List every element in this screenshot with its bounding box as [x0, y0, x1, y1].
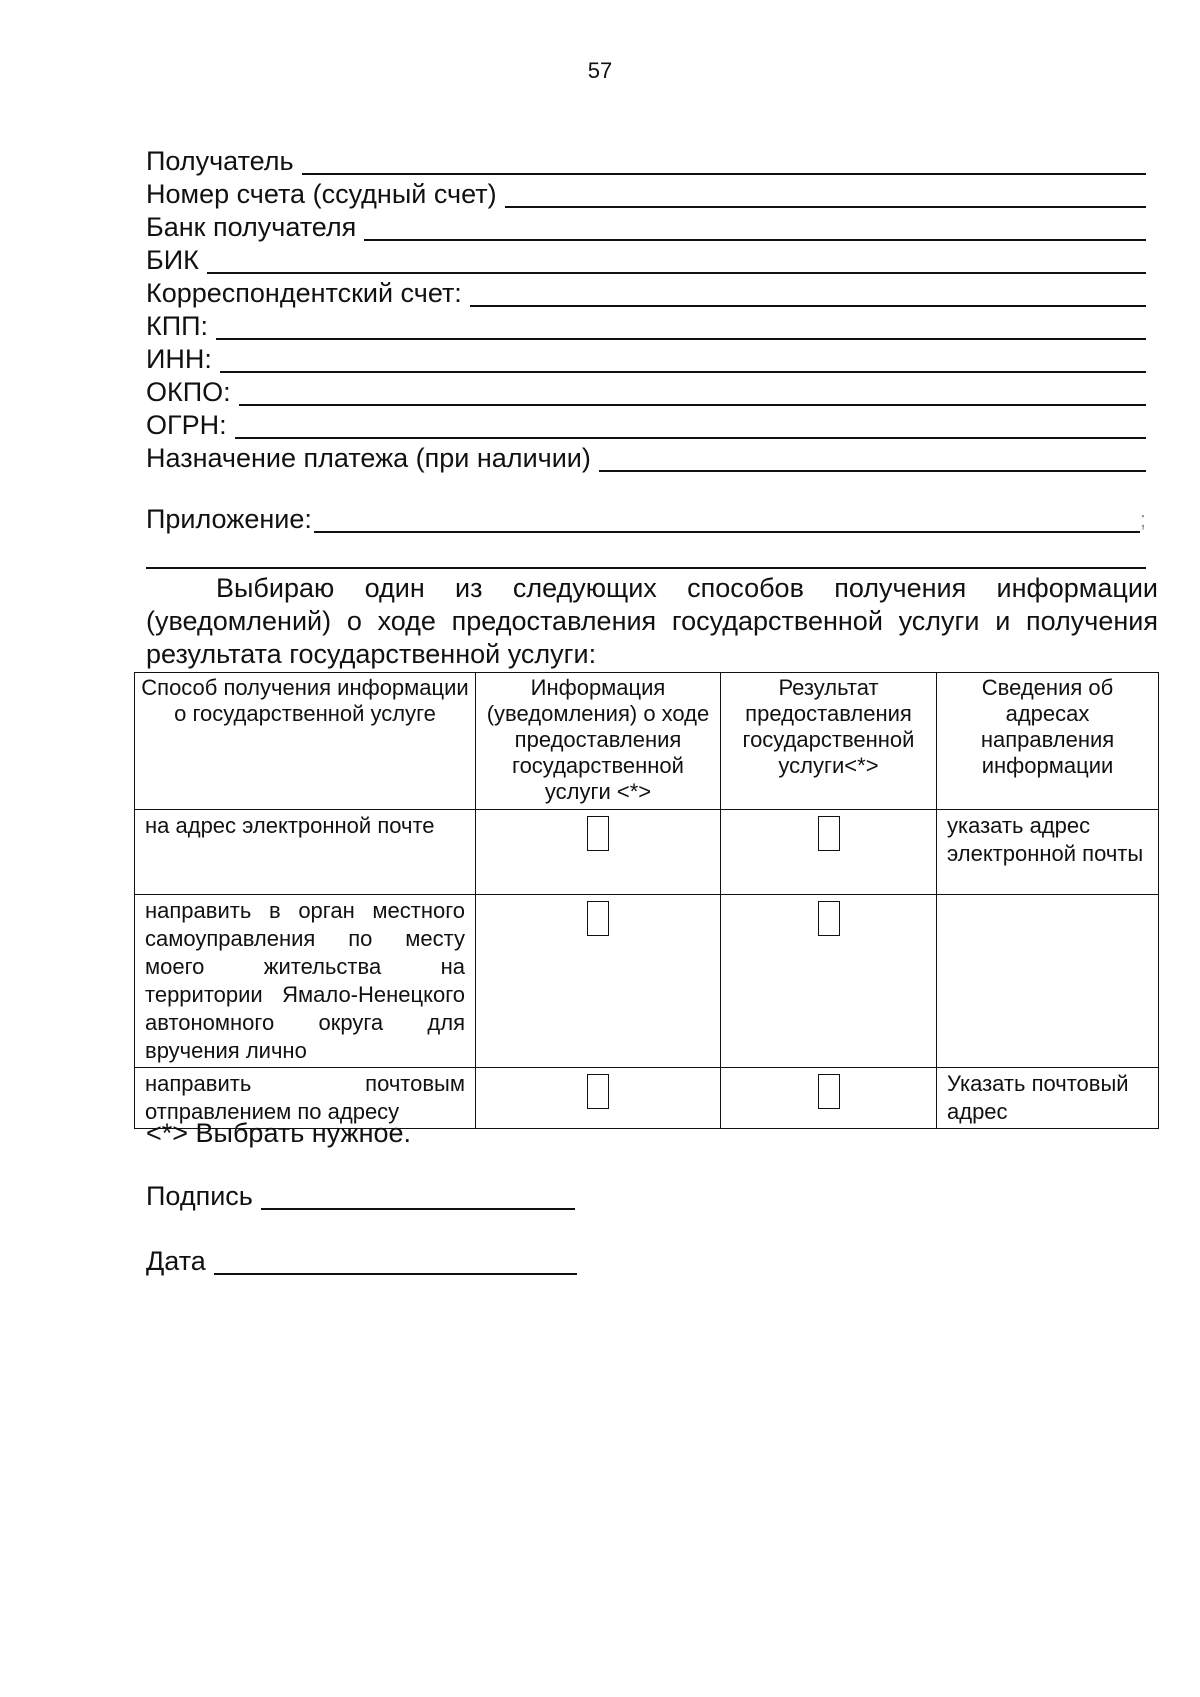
header-progress-info: Информация (уведомления) о ходе предоставления государственной услуги <*>: [476, 673, 721, 810]
footnote: <*> Выбрать нужное.: [146, 1118, 412, 1148]
bik-field: [146, 244, 1146, 277]
account-number-field: [146, 178, 1146, 211]
header-address-info: Сведения об адресах направления информации: [937, 673, 1159, 810]
field-label: КПП:: [146, 311, 209, 341]
signature-field: [146, 1180, 575, 1213]
field-label: Получатель: [146, 146, 294, 176]
page-number: 57: [587, 58, 613, 83]
kpp-input-line[interactable]: [216, 312, 1146, 340]
method-post: направить почтовым отправлением по адресу: [135, 1068, 476, 1129]
inn-field: [146, 343, 1146, 376]
recipient-input-line[interactable]: [302, 147, 1146, 175]
date-field: [146, 1245, 577, 1278]
attachment-label: Приложение:: [146, 504, 312, 534]
result-checkbox[interactable]: [818, 901, 840, 936]
method-email: на адрес электронной почте: [135, 810, 476, 895]
header-method: Способ получения информации о государственной услуге: [135, 673, 476, 810]
header-result: Результат предоставления государственной услуги<*>: [721, 673, 937, 810]
progress-checkbox[interactable]: [587, 901, 609, 936]
choice-paragraph: [146, 572, 1158, 671]
field-label: ОГРН:: [146, 410, 227, 440]
signature-input-line[interactable]: [261, 1182, 575, 1210]
recipient-bank-field: [146, 211, 1146, 244]
field-label: БИК: [146, 245, 199, 275]
progress-checkbox[interactable]: [587, 816, 609, 851]
progress-checkbox[interactable]: [587, 1074, 609, 1109]
signature-label: Подпись: [146, 1181, 253, 1211]
field-label: Банк получателя: [146, 212, 357, 242]
method-local-authority: направить в орган местного самоуправления по месту моего жительства на территории Ямало-Ненецкого автономного округа для вручения лично: [135, 895, 476, 1068]
field-label: ИНН:: [146, 344, 212, 374]
kpp-field: [146, 310, 1146, 343]
table-row: [135, 810, 1159, 895]
correspondent-account-input-line[interactable]: [470, 279, 1146, 307]
address-info: указать адрес электронной почты: [937, 810, 1159, 895]
okpo-field: [146, 376, 1146, 409]
account-number-input-line[interactable]: [505, 180, 1146, 208]
field-label: Номер счета (ссудный счет): [146, 179, 497, 209]
result-checkbox[interactable]: [818, 1074, 840, 1109]
date-label: Дата: [146, 1246, 206, 1276]
inn-input-line[interactable]: [220, 345, 1146, 373]
ogrn-input-line[interactable]: [235, 411, 1146, 439]
field-label: ОКПО:: [146, 377, 231, 407]
choice-paragraph-text: Выбираю один из следующих способов получения информации (уведомлений) о ходе предоставления государственной услуги и получения результата государственной услуги:: [146, 573, 1158, 669]
recipient-details: [146, 145, 1146, 475]
delivery-methods-table: [134, 672, 1159, 1129]
payment-purpose-input-line[interactable]: [599, 444, 1146, 472]
field-label: Корреспондентский счет:: [146, 278, 462, 308]
recipient-bank-input-line[interactable]: [364, 213, 1146, 241]
date-input-line[interactable]: [214, 1247, 577, 1275]
payment-purpose-field: [146, 442, 1146, 475]
result-checkbox[interactable]: [818, 816, 840, 851]
ogrn-field: [146, 409, 1146, 442]
address-info: [937, 895, 1159, 1068]
correspondent-account-field: [146, 277, 1146, 310]
attachment-input-line-2[interactable]: [146, 567, 1146, 569]
table-header-row: [135, 673, 1159, 810]
attachment-suffix: ;: [1139, 507, 1146, 532]
attachment-input-line[interactable]: [314, 505, 1140, 533]
address-info: Указать почтовый адрес: [937, 1068, 1159, 1129]
bik-input-line[interactable]: [207, 246, 1146, 274]
table-row: [135, 895, 1159, 1068]
attachment-field: [146, 503, 1146, 536]
okpo-input-line[interactable]: [239, 378, 1146, 406]
recipient-field: [146, 145, 1146, 178]
field-label: Назначение платежа (при наличии): [146, 443, 591, 473]
